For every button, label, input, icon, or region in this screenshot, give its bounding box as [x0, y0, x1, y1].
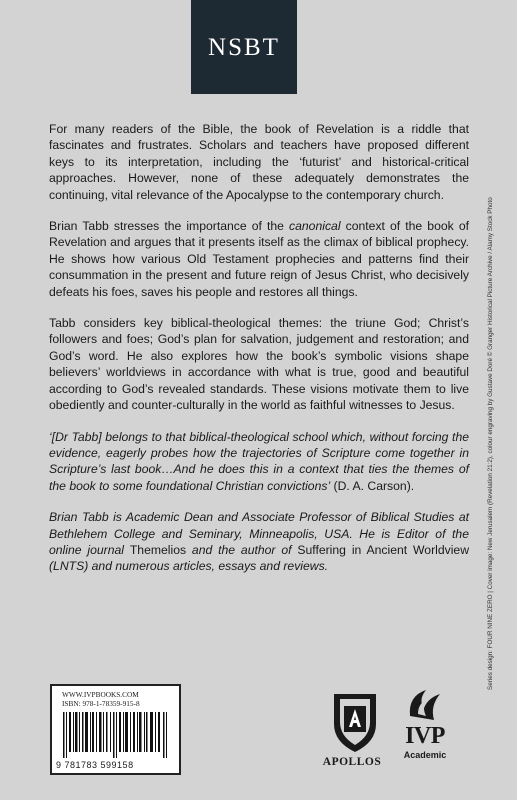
- author-bio: Brian Tabb is Academic Dean and Associate Professor of Biblical Studies at Bethlehem College and Seminary, Minneapolis, USA. He is Editor of the online journal Themelios and the author of Suffering in Ancient Worldview (LNTS) and numerous articles, essays and reviews.: [49, 510, 469, 574]
- ivp-logo-text: IVP: [405, 723, 445, 749]
- endorsement-quote: ‘[Dr Tabb] belongs to that biblical-theological school which, without forcing the evidence, eagerly probes how the trajectories of Scripture come together in Scripture’s last book…And he does this in a context that ties the themes of the book to some foundational Christian convictions’ (D. A. Carson).: [49, 429, 469, 493]
- barcode-box: [50, 684, 181, 775]
- isbn-text: ISBN: 978-1-78359-915-8: [62, 699, 140, 708]
- ivp-flame-icon: [400, 686, 450, 722]
- apollos-shield-icon: [320, 690, 390, 754]
- back-cover-blurb: [49, 121, 469, 590]
- blurb-paragraph-1: For many readers of the Bible, the book of Revelation is a riddle that fascinates and frustrates. Scholars and teachers have proposed different keys to its interpretation, including the ‘futurist’ and historical-critical approaches. However, none of these adequately demonstrates the continuing, vital relevance of the Apocalypse to the contemporary church.: [49, 122, 469, 202]
- apollos-logo-text: APOLLOS: [322, 756, 382, 768]
- publisher-url: WWW.IVPBOOKS.COM: [62, 690, 139, 699]
- series-label: NSBT: [208, 34, 280, 61]
- cover-credits: Series design: FOUR NINE ZERO | Cover image: New Jerusalem (Revelation 21:2), colour engraving by Gustave Doré © Granger Historical Picture Archive / Alamy Stock Photo: [487, 197, 494, 690]
- ivp-academic-text: Academic: [403, 750, 447, 760]
- barcode-digits: 9 781783 599158: [56, 760, 134, 770]
- blurb-paragraph-2: Brian Tabb stresses the importance of the canonical context of the book of Revelation and argues that it presents itself as the climax of biblical prophecy. He shows how various Old Testament prophecies and patterns find their consummation in the present and future reign of Jesus Christ, who decisively defeats his foes, saves his people and restores all things.: [49, 219, 469, 299]
- barcode-icon: [62, 712, 169, 758]
- series-badge: [191, 0, 297, 94]
- blurb-paragraph-3: Tabb considers key biblical-theological themes: the triune God; Christ’s followers and foes; God’s plan for salvation, judgement and restoration; and God’s word. He also explores how the book’s symbolic visions shape believers’ worldviews in accordance with what is true, good and beautiful according to God’s revealed standards. These visions motivate them to live obediently and counter-culturally in the world as faithful witnesses to Jesus.: [49, 316, 469, 413]
